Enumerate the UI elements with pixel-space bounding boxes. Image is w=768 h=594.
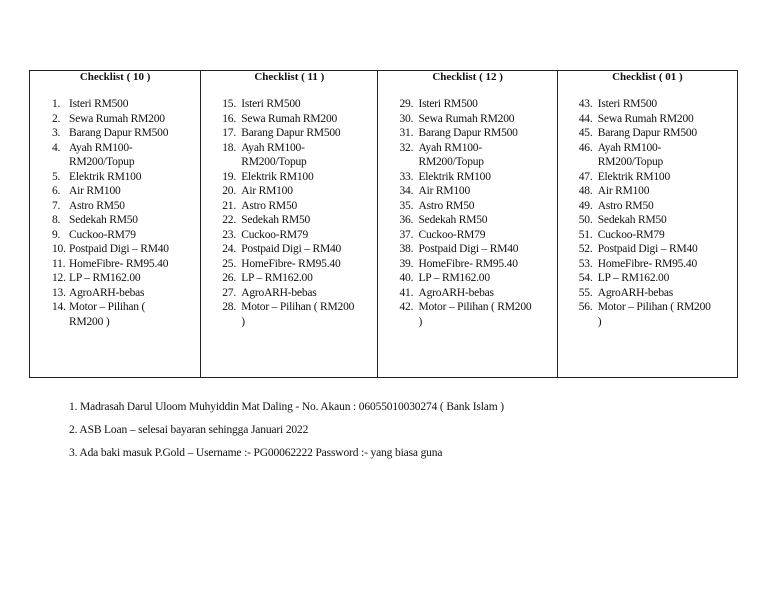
checklist-header: Checklist ( 10 ) [30, 71, 201, 86]
checklist-item [558, 184, 737, 199]
item-number: 18. [222, 141, 237, 154]
item-number: 11. [52, 257, 66, 270]
item-text: Astro RM50 [241, 199, 298, 212]
checklist-item [558, 286, 737, 301]
item-number: 1. [52, 98, 61, 110]
checklist-item [558, 242, 737, 257]
item-number: 42. [399, 301, 414, 313]
item-number: 45. [578, 127, 593, 139]
item-number: 27. [222, 286, 237, 299]
item-text: Astro RM50 [418, 199, 475, 212]
item-number: 28. [222, 301, 237, 313]
item-number: 8. [52, 214, 61, 226]
checklist-header: Checklist ( 12 ) [378, 71, 557, 86]
item-text: Sewa Rumah RM200 [597, 112, 694, 125]
item-text: Air RM100 [241, 185, 293, 197]
checklist-item [30, 141, 200, 170]
item-text: HomeFibre- RM95.40 [418, 257, 518, 270]
item-number: 21. [222, 199, 237, 212]
item-text: Sedekah RM50 [69, 214, 138, 226]
checklist-item [30, 170, 200, 185]
item-number: 3. [52, 127, 61, 139]
checklist-item [378, 126, 556, 141]
item-text: Ayah RM100-RM200/Topup [69, 141, 135, 168]
item-number: 19. [222, 170, 237, 183]
checklist-item [201, 170, 377, 185]
item-text: Motor – Pilihan ( RM200 ) [69, 301, 146, 328]
checklist-item [30, 97, 200, 112]
checklist-cell [378, 85, 557, 378]
item-text: Postpaid Digi – RM40 [241, 243, 342, 255]
item-number: 32. [399, 141, 414, 154]
item-number: 49. [578, 199, 593, 212]
item-number: 50. [578, 214, 593, 226]
checklist-item [30, 286, 200, 301]
item-text: Astro RM50 [597, 199, 654, 212]
checklist-item [30, 213, 200, 228]
item-text: Barang Dapur RM500 [418, 127, 518, 139]
item-text: AgroARH-bebas [241, 286, 317, 299]
checklist-item [558, 126, 737, 141]
item-number: 12. [52, 272, 66, 284]
item-number: 16. [222, 112, 237, 125]
item-number: 9. [52, 228, 61, 241]
checklist-item [30, 112, 200, 127]
item-text: Elektrik RM100 [597, 170, 670, 183]
checklist-item [30, 126, 200, 141]
checklist-item [558, 97, 737, 112]
item-text: Postpaid Digi – RM40 [418, 243, 519, 255]
item-text: Isteri RM500 [241, 98, 301, 110]
checklist-item [378, 300, 556, 329]
item-number: 10. [52, 243, 66, 255]
item-number: 17. [222, 127, 237, 139]
checklist-item [378, 141, 556, 170]
checklist-items [201, 97, 377, 329]
item-text: Astro RM50 [69, 199, 125, 212]
item-text: AgroARH-bebas [597, 286, 674, 299]
note-line: 1. Madrasah Darul Uloom Muhyiddin Mat Daling - No. Akaun : 06055010030274 ( Bank Islam ) [69, 401, 504, 413]
item-text: Isteri RM500 [597, 98, 657, 110]
item-text: Cuckoo-RM79 [69, 228, 136, 241]
item-number: 56. [578, 301, 593, 313]
item-number: 40. [399, 272, 414, 284]
checklist-item [378, 199, 556, 214]
item-text: Sewa Rumah RM200 [241, 112, 338, 125]
item-number: 20. [222, 185, 237, 197]
checklist-item [378, 112, 556, 127]
item-number: 14. [52, 301, 66, 313]
item-text: HomeFibre- RM95.40 [241, 257, 341, 270]
item-number: 31. [399, 127, 414, 139]
item-text: Air RM100 [418, 185, 471, 197]
item-number: 36. [399, 214, 414, 226]
checklist-item [30, 257, 200, 272]
checklist-item [201, 271, 377, 286]
item-text: Air RM100 [69, 185, 121, 197]
item-number: 51. [578, 228, 593, 241]
checklist-item [201, 257, 377, 272]
item-text: Cuckoo-RM79 [241, 228, 309, 241]
checklist-item [558, 257, 737, 272]
item-number: 48. [578, 185, 593, 197]
item-text: LP – RM162.00 [597, 272, 670, 284]
item-text: Cuckoo-RM79 [597, 228, 665, 241]
item-number: 30. [399, 112, 414, 125]
checklist-item [558, 300, 737, 329]
item-text: Barang Dapur RM500 [69, 127, 169, 139]
checklist-item [378, 184, 556, 199]
item-number: 34. [399, 185, 414, 197]
item-text: Postpaid Digi – RM40 [597, 243, 698, 255]
item-number: 54. [578, 272, 593, 284]
checklist-item [30, 228, 200, 243]
checklist-item [30, 242, 200, 257]
item-text: Elektrik RM100 [69, 170, 142, 183]
item-text: Sedekah RM50 [597, 214, 667, 226]
item-number: 4. [52, 141, 61, 154]
item-text: Air RM100 [597, 185, 650, 197]
checklist-header: Checklist ( 11 ) [201, 71, 378, 86]
checklist-items [378, 97, 556, 329]
item-number: 6. [52, 185, 61, 197]
item-text: AgroARH-bebas [69, 286, 145, 299]
item-number: 25. [222, 257, 237, 270]
item-text: Sedekah RM50 [241, 214, 311, 226]
checklist-item [201, 141, 377, 170]
item-number: 24. [222, 243, 237, 255]
item-text: Sewa Rumah RM200 [418, 112, 515, 125]
checklist-item [201, 242, 377, 257]
item-number: 23. [222, 228, 237, 241]
checklist-header: Checklist ( 01 ) [557, 71, 737, 86]
checklist-item [30, 184, 200, 199]
item-number: 55. [578, 286, 593, 299]
item-text: Isteri RM500 [418, 98, 478, 110]
checklist-body-row [30, 85, 738, 378]
checklist-item [378, 271, 556, 286]
item-number: 15. [222, 98, 237, 110]
checklist-items [30, 97, 200, 329]
checklist-cell [30, 85, 201, 378]
checklist-cell [201, 85, 378, 378]
item-text: Elektrik RM100 [241, 170, 314, 183]
item-number: 13. [52, 286, 66, 299]
checklist-item [558, 141, 737, 170]
item-number: 38. [399, 243, 414, 255]
item-text: Cuckoo-RM79 [418, 228, 486, 241]
item-number: 5. [52, 170, 61, 183]
checklist-item [201, 286, 377, 301]
item-number: 29. [399, 98, 414, 110]
item-text: Ayah RM100-RM200/Topup [418, 141, 484, 168]
item-number: 53. [578, 257, 593, 270]
item-text: Motor – Pilihan ( RM200 ) [241, 301, 355, 328]
checklist-items [558, 97, 737, 329]
item-number: 22. [222, 214, 237, 226]
checklist-item [558, 170, 737, 185]
checklist-item [378, 170, 556, 185]
item-text: HomeFibre- RM95.40 [69, 257, 169, 270]
item-text: Motor – Pilihan ( RM200 ) [418, 301, 532, 328]
checklist-item [30, 300, 200, 329]
item-text: Barang Dapur RM500 [597, 127, 697, 139]
checklist-item [201, 112, 377, 127]
checklist-item [378, 228, 556, 243]
item-number: 47. [578, 170, 593, 183]
checklist-item [201, 97, 377, 112]
checklist-item [378, 257, 556, 272]
item-text: Sedekah RM50 [418, 214, 488, 226]
item-number: 7. [52, 199, 61, 212]
checklist-item [201, 126, 377, 141]
checklist-header-row [30, 71, 738, 86]
item-number: 35. [399, 199, 414, 212]
checklist-item [30, 199, 200, 214]
item-text: Isteri RM500 [69, 98, 129, 110]
checklist-item [378, 213, 556, 228]
checklist-item [201, 300, 377, 329]
item-text: Postpaid Digi – RM40 [69, 243, 169, 255]
item-text: Motor – Pilihan ( RM200 ) [597, 301, 711, 328]
item-text: Elektrik RM100 [418, 170, 491, 183]
item-number: 52. [578, 243, 593, 255]
checklist-item [30, 271, 200, 286]
checklist-cell [557, 85, 737, 378]
checklist-item [201, 184, 377, 199]
item-number: 41. [399, 286, 414, 299]
checklist-item [378, 286, 556, 301]
item-number: 39. [399, 257, 414, 270]
checklist-table [29, 70, 738, 378]
item-number: 44. [578, 112, 593, 125]
item-number: 33. [399, 170, 414, 183]
note-line: 3. Ada baki masuk P.Gold – Username :- PG00062222 Password :- yang biasa guna [69, 447, 443, 459]
checklist-item [201, 199, 377, 214]
item-text: Sewa Rumah RM200 [69, 112, 165, 125]
item-number: 2. [52, 112, 61, 125]
item-number: 46. [578, 141, 593, 154]
item-number: 37. [399, 228, 414, 241]
checklist-item [201, 213, 377, 228]
checklist-item [201, 228, 377, 243]
item-text: LP – RM162.00 [69, 272, 141, 284]
item-number: 26. [222, 272, 237, 284]
checklist-item [558, 271, 737, 286]
checklist-item [378, 97, 556, 112]
item-number: 43. [578, 98, 593, 110]
item-text: Barang Dapur RM500 [241, 127, 341, 139]
checklist-item [558, 199, 737, 214]
item-text: Ayah RM100-RM200/Topup [241, 141, 307, 168]
checklist-item [558, 228, 737, 243]
notes-section [69, 400, 729, 469]
checklist-item [558, 213, 737, 228]
checklist-item [378, 242, 556, 257]
item-text: Ayah RM100-RM200/Topup [597, 141, 664, 168]
item-text: LP – RM162.00 [418, 272, 490, 284]
note-line: 2. ASB Loan – selesai bayaran sehingga Januari 2022 [69, 424, 309, 436]
item-text: LP – RM162.00 [241, 272, 313, 284]
checklist-item [558, 112, 737, 127]
item-text: AgroARH-bebas [418, 286, 494, 299]
item-text: HomeFibre- RM95.40 [597, 257, 697, 270]
